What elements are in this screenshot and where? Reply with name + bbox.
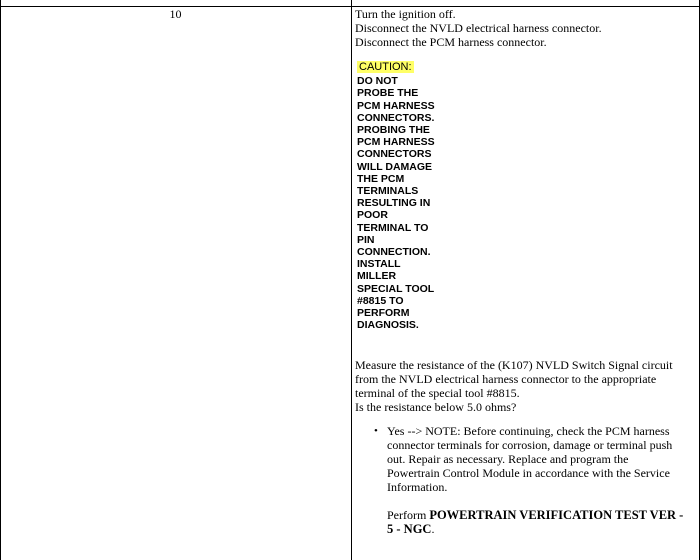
caution-line: DO NOT <box>357 75 398 88</box>
intro-text <box>355 7 693 49</box>
caution-box <box>355 61 693 331</box>
intro-line: Disconnect the PCM harness connector. <box>355 35 547 49</box>
table-top-row <box>0 0 700 7</box>
caution-line: SPECIAL TOOL <box>357 282 435 295</box>
caution-line: POOR <box>357 209 388 222</box>
yes-result-line: Powertrain Control Module in accordance with the Service <box>387 466 670 481</box>
caution-line: MILLER <box>357 270 397 283</box>
caution-line: PERFORM <box>357 307 410 320</box>
verification-test-link-cont[interactable]: 5 - NGC <box>387 522 432 537</box>
yes-result-item <box>355 424 693 536</box>
step-instructions <box>355 7 693 536</box>
caution-line: CONNECTORS. <box>357 111 435 124</box>
caution-line: WILL DAMAGE <box>357 160 433 173</box>
caution-line: RESULTING IN <box>357 197 431 210</box>
perform-instruction <box>387 508 693 536</box>
caution-line: TERMINALS <box>357 185 419 198</box>
caution-line: TERMINAL TO <box>357 221 429 234</box>
caution-line: #8815 TO <box>357 294 404 307</box>
caution-line: PCM HARNESS <box>357 99 435 112</box>
caution-line: CONNECTORS <box>357 148 432 161</box>
verification-test-link[interactable]: POWERTRAIN VERIFICATION TEST VER - <box>429 508 684 523</box>
yes-result-line: Yes --> NOTE: Before continuing, check the PCM harness <box>387 424 670 439</box>
measure-line: terminal of the special tool #8815. <box>355 386 520 401</box>
caution-label: CAUTION: <box>359 61 412 73</box>
intro-line: Disconnect the NVLD electrical harness connector. <box>355 21 602 35</box>
caution-line: CONNECTION. <box>357 246 431 259</box>
caution-line: PIN <box>357 233 375 246</box>
intro-line: Turn the ignition off. <box>355 7 456 21</box>
caution-line: PCM HARNESS <box>357 136 435 149</box>
step-number: 10 <box>169 7 182 21</box>
measurement-instructions <box>355 358 693 414</box>
bullet-icon: • <box>374 425 378 438</box>
perform-prefix: Perform <box>387 508 430 523</box>
caution-line: PROBE THE <box>357 87 419 100</box>
yes-result-line: out. Repair as necessary. Replace and program the <box>387 452 629 467</box>
caution-line: PROBING THE <box>357 124 430 137</box>
measure-line: Measure the resistance of the (K107) NVLD Switch Signal circuit <box>355 358 673 373</box>
measure-line: Is the resistance below 5.0 ohms? <box>355 400 517 415</box>
perform-suffix: . <box>431 522 435 537</box>
yes-result-line: Information. <box>387 480 448 495</box>
measure-line: from the NVLD electrical harness connector to the appropriate <box>355 372 657 387</box>
yes-result-line: connector terminals for corrosion, damage or terminal push <box>387 438 673 453</box>
caution-line: INSTALL <box>357 258 401 271</box>
caution-line: THE PCM <box>357 172 405 185</box>
column-divider <box>351 0 352 560</box>
caution-line: DIAGNOSIS. <box>357 319 419 332</box>
